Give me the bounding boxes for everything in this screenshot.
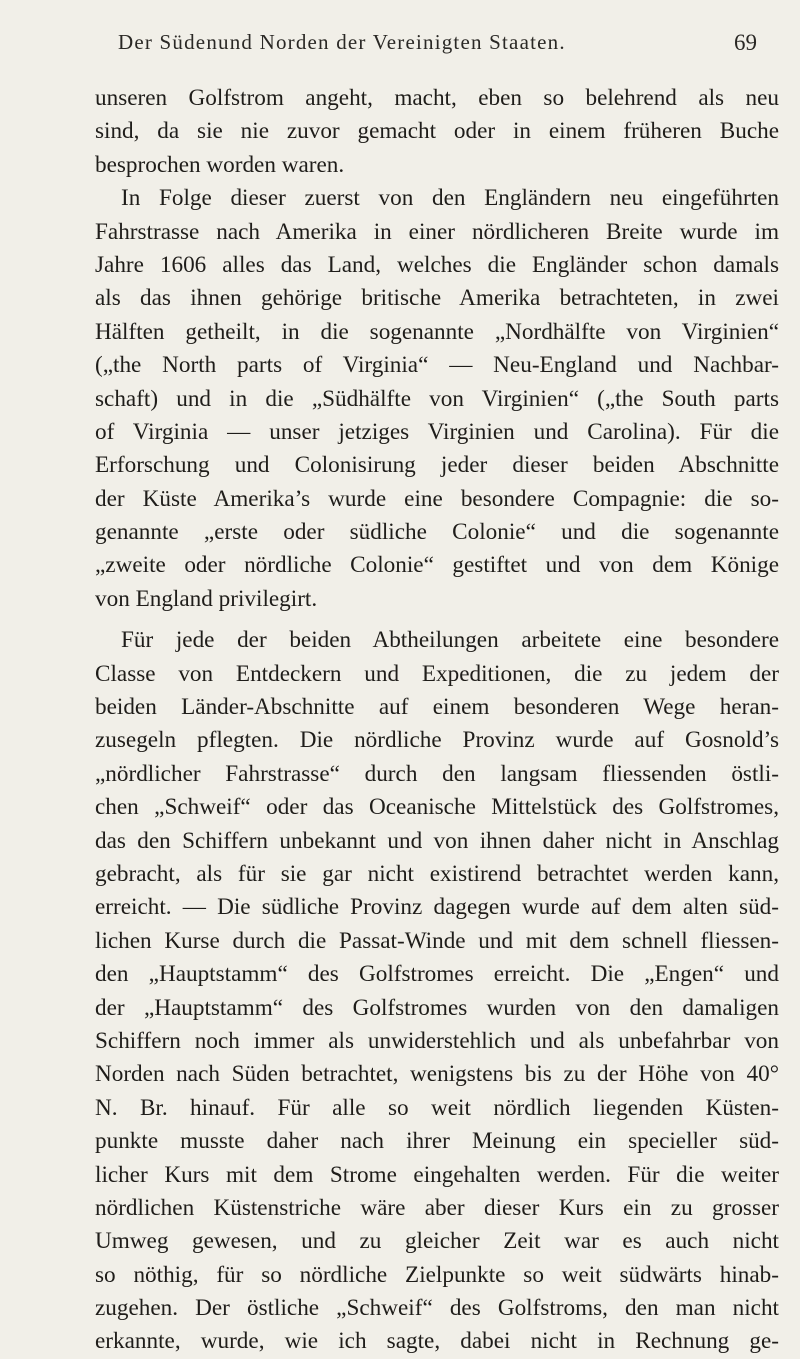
text-line: Erforschung und Colonisirung jeder dieser beiden Abschnitte xyxy=(95,452,779,479)
running-title: Der Südenund Norden der Vereinigten Staaten. xyxy=(118,30,566,54)
text-line: der „Hauptstamm“ des Golfstromes wurden von den damaligen xyxy=(95,994,779,1021)
text-line: („the North parts of Virginia“ — Neu-England und Nachbar- xyxy=(95,352,779,379)
paragraph xyxy=(95,624,779,1359)
text-line: Für jede der beiden Abtheilungen arbeitete eine besondere xyxy=(121,627,779,654)
text-line: chen „Schweif“ oder das Oceanische Mittelstück des Golfstromes, xyxy=(95,794,779,821)
text-line: schaft) und in die „Südhälfte von Virginien“ („the South parts xyxy=(95,385,779,412)
text-line: punkte musste daher nach ihrer Meinung ein specieller süd- xyxy=(95,1128,779,1155)
text-line: Norden nach Süden betrachtet, wenigstens bis zu der Höhe von 40° xyxy=(95,1061,779,1088)
text-line: unseren Golfstrom angeht, macht, eben so belehrend als neu xyxy=(95,85,779,111)
text-line: of Virginia — unser jetziges Virginien und Carolina). Für die xyxy=(95,418,779,445)
text-line: besprochen worden waren. xyxy=(95,151,345,178)
text-line: der Küste Amerika’s wurde eine besondere Compagnie: die so- xyxy=(95,485,779,512)
text-line: „nördlicher Fahrstrasse“ durch den langsam fliessenden östli- xyxy=(95,760,779,787)
text-line: Schiffern noch immer als unwiderstehlich und als unbefahrbar von xyxy=(95,1027,779,1054)
paragraph xyxy=(95,82,779,182)
text-line: lichen Kurse durch die Passat-Winde und mit dem schnell fliessen- xyxy=(95,927,779,954)
text-line: Umweg gewesen, und zu gleicher Zeit war es auch nicht xyxy=(95,1228,779,1255)
text-line: sind, da sie nie zuvor gemacht oder in einem früheren Buche xyxy=(95,118,779,145)
text-line: nördlichen Küstenstriche wäre aber dieser Kurs ein zu grosser xyxy=(95,1194,779,1221)
text-line: In Folge dieser zuerst von den Engländern neu eingeführten xyxy=(121,185,779,212)
text-line: beiden Länder-Abschnitte auf einem besonderen Wege heran- xyxy=(95,694,779,721)
text-line: erkannte, wurde, wie ich sagte, dabei nicht in Rechnung ge- xyxy=(95,1328,779,1355)
text-line: N. Br. hinauf. Für alle so weit nördlich liegenden Küsten- xyxy=(95,1094,779,1121)
text-line: erreicht. — Die südliche Provinz dagegen wurde auf dem alten süd- xyxy=(95,894,779,921)
text-line: den „Hauptstamm“ des Golfstromes erreicht. Die „Engen“ und xyxy=(95,961,779,988)
text-line: Fahrstrasse nach Amerika in einer nördlicheren Breite wurde im xyxy=(95,218,779,245)
text-line: genannte „erste oder südliche Colonie“ und die sogenannte xyxy=(95,519,779,546)
text-line: licher Kurs mit dem Strome eingehalten werden. Für die weiter xyxy=(95,1161,779,1188)
text-line: zugehen. Der östliche „Schweif“ des Golfstroms, den man nicht xyxy=(95,1295,779,1322)
body-text xyxy=(95,82,779,1359)
text-line: von England privilegirt. xyxy=(95,585,318,612)
text-line: Classe von Entdeckern und Expeditionen, die zu jedem der xyxy=(95,660,779,687)
text-line: Jahre 1606 alles das Land, welches die Engländer schon damals xyxy=(95,251,779,278)
text-line: das den Schiffern unbekannt und von ihnen daher nicht in Anschlag xyxy=(95,827,779,854)
paragraph-gap xyxy=(95,616,779,624)
text-line: so nöthig, für so nördliche Zielpunkte so weit südwärts hinab- xyxy=(95,1261,779,1288)
text-line: „zweite oder nördliche Colonie“ gestiftet und von dem Könige xyxy=(95,552,779,579)
paragraph xyxy=(95,182,779,616)
text-line: gebracht, als für sie gar nicht existirend betrachtet werden kann, xyxy=(95,860,779,887)
page-number: 69 xyxy=(734,30,757,55)
text-line: Hälften getheilt, in die sogenannte „Nordhälfte von Virginien“ xyxy=(95,318,779,345)
text-line: als das ihnen gehörige britische Amerika betrachteten, in zwei xyxy=(95,285,779,312)
text-line: zusegeln pflegten. Die nördliche Provinz wurde auf Gosnold’s xyxy=(95,727,779,754)
